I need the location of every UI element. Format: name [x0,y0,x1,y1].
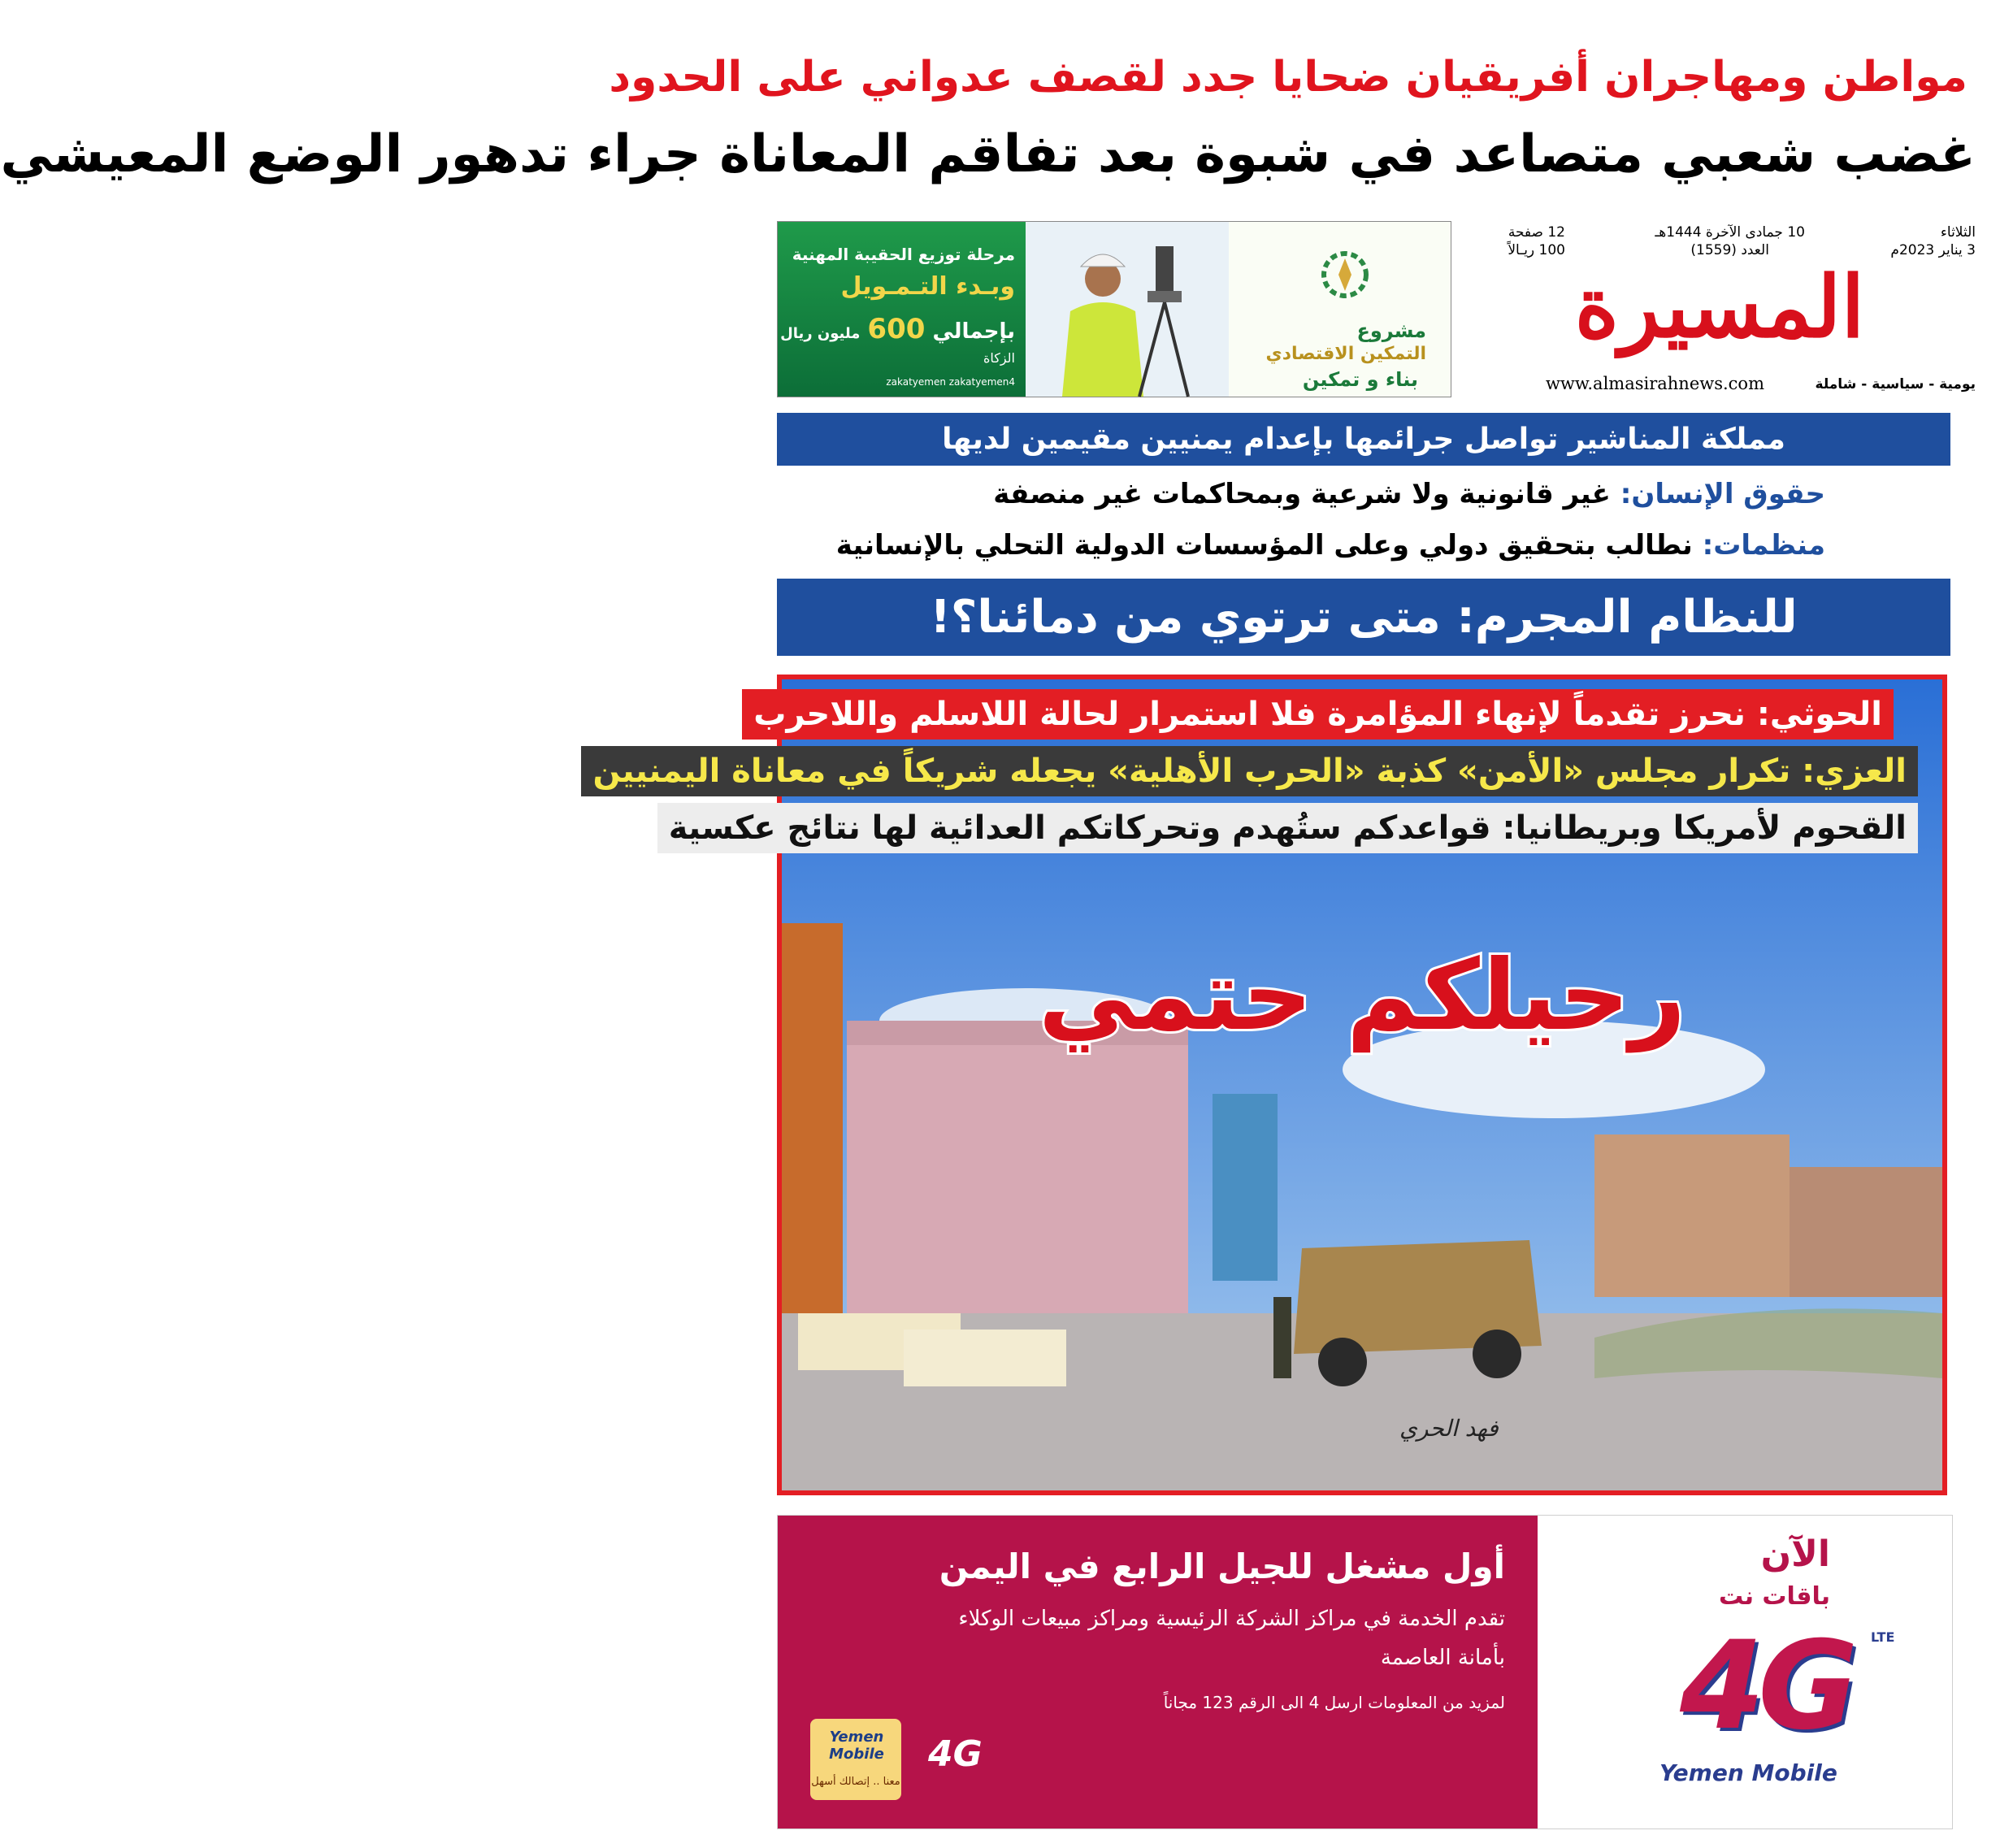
big-4g-logo: 4G [1680,1616,1852,1757]
ad-financing-text: وبـدء التـمـويل [840,272,1015,301]
masthead-url[interactable]: www.almasirahnews.com [1545,374,1764,393]
ad-white-panel [1538,1516,1952,1828]
story-banner-1: مملكة المناشير تواصل جرائمها بإعدام يمنيين مقيمين لديها [777,413,1950,466]
ad-headline: أول مشغل للجيل الرابع في اليمن [939,1547,1505,1586]
bottom-advertisement[interactable] [777,1515,1953,1829]
badge-slogan: معنا .. إتصالك أسهل [811,1776,900,1788]
photo-caption-3: القحوم لأمريكا وبريطانيا: قواعدكم ستُهدم وتحركاتكم العدائية لها نتائج عكسية [657,803,1918,853]
lte-label: LTE [1871,1629,1895,1645]
street-armored-vehicle-photo-icon [782,679,1942,1490]
story-subhead-2: منظمات: نطالب بتحقيق دولي وعلى المؤسسات الدولية التحلي بالإنسانية [835,529,1825,562]
lead-photo-frame [592,675,1947,1495]
photo-caption-2: العزي: تكرار مجلس «الأمن» كذبة «الحرب الأهلية» يجعله شريكاً في معاناة اليمنيين [581,746,1918,796]
ad-magenta-panel [778,1516,1538,1828]
ad-project-word: مشروع [1356,319,1426,342]
masthead-pages-price: 12 صفحة 100 ريـالاً [1508,224,1565,258]
ad-packages-text: باقات نت [1718,1582,1830,1611]
photo-main-title: رحيلكم حتمي [1038,939,1686,1052]
ad-total-text: بإجمالي 600 مليون ريال [780,313,1015,345]
story-subhead-1: حقوق الإنسان: غير قانونية ولا شرعية وبمحاكمات غير منصفة [993,478,1825,510]
masthead-issue: 10 جمادى الآخرة 1444هـ العدد (1559) [1655,224,1805,258]
ad-stage-text: مرحلة توزيع الحقيبة المهنية [792,245,1015,264]
masthead-date-day: الثلاثاء 3 يناير 2023م [1890,224,1976,258]
top-advertisement[interactable] [777,221,1451,397]
ad-brand-text: الزكاة [983,350,1015,366]
ad-project-slogan: بناء و تمكين [1302,368,1418,391]
masthead [1464,215,1976,402]
photo-caption-1: الحوثي: نحرز تقدماً لإنهاء المؤامرة فلا استمرار لحالة اللاسلم واللاحرب [742,689,1894,740]
badge-brand: Yemen Mobile [829,1729,884,1763]
ad-now-text: الآن [1760,1533,1830,1575]
project-emblem-icon [1304,238,1386,315]
story-banner-2: للنظام المجرم: متى ترتوي من دمائنا؟! [777,579,1950,656]
surveyor-photo-icon [1026,222,1229,397]
main-headline: غضب شعبي متصاعد في شبوة بعد تفاقم المعاناة جراء تدهور الوضع المعيشي [0,124,1976,184]
newspaper-logo: المسيرة [1574,257,1865,357]
photo-signature: فهد الحري [1399,1415,1499,1442]
ad-line-3: لمزيد من المعلومات ارسل 4 الى الرقم 123 مجاناً [1163,1693,1505,1712]
small-4g-logo: 4G [928,1733,983,1775]
ad-social-handles: zakatyemen zakatyemen4 [886,376,1015,388]
ad-line-1: تقدم الخدمة في مراكز الشركة الرئيسية ومراكز مبيعات الوكلاء [958,1607,1505,1631]
kicker-headline: مواطن ومهاجران أفريقيان ضحايا جدد لقصف عدواني على الحدود [609,53,1967,102]
ad-line-2: بأمانة العاصمة [1380,1646,1505,1670]
operator-name: Yemen Mobile [1659,1759,1837,1786]
masthead-tagline: يومية - سياسية - شاملة [1815,376,1976,393]
ad-green-panel [778,222,1030,397]
ad-project-name: التمكين الاقتصادي [1265,344,1426,364]
